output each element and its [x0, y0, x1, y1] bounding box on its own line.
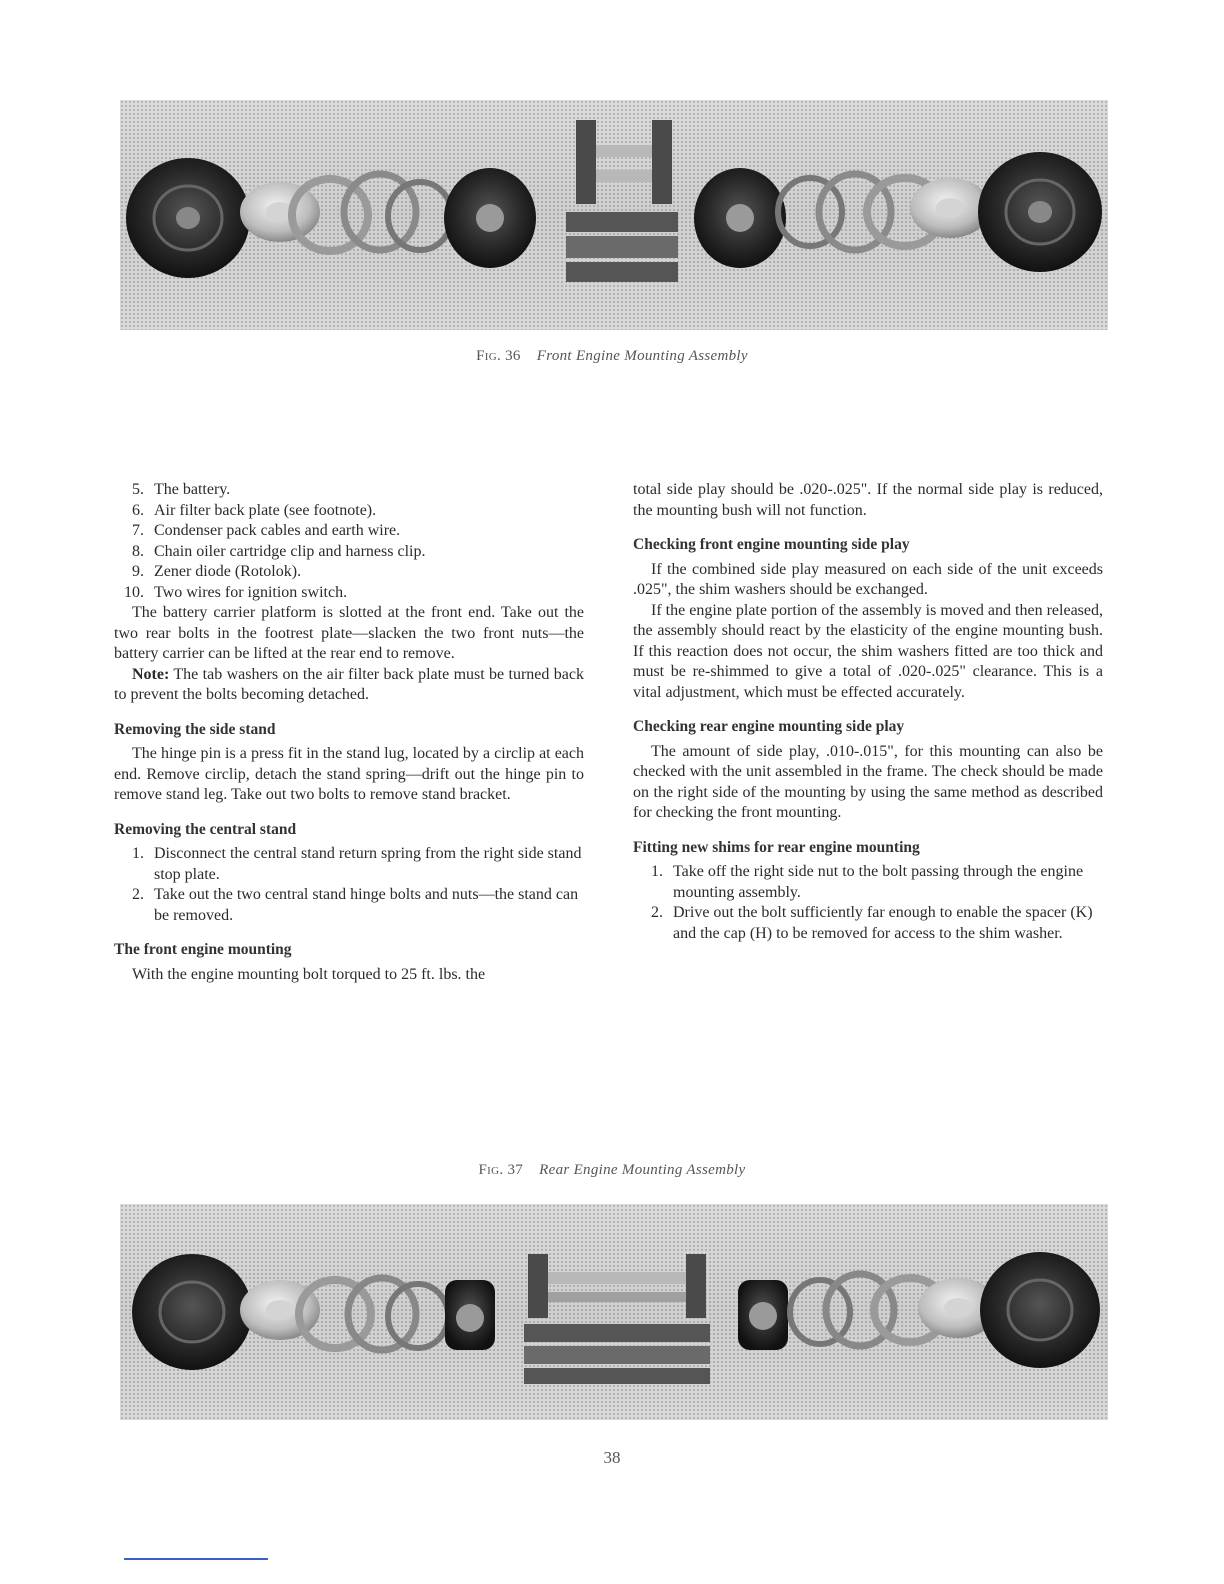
check-rear-paragraph: The amount of side play, .010-.015", for this mounting can also be checked with the unit assembled in the frame. The check should be made on the right side of the mounting by using the same method as described for checking the front mounting.: [633, 742, 1103, 821]
right-column: [633, 480, 1103, 944]
check-front-paragraph-2: If the engine plate portion of the assembly is moved and then released, the assembly should react by the elasticity of the engine mounting bush. If this reaction does not occur, the shim washers fitted are too thick and must be re-shimmed to give a total of .020-.025" clearance. This is a vital adjustment, which must be effected accurately.: [633, 601, 1103, 701]
list-item: [633, 862, 1103, 903]
rear-mounting-parts-illustration: [120, 1204, 1108, 1420]
check-front-paragraph-1: If the combined side play measured on each side of the unit exceeds .025", the shim washers should be exchanged.: [633, 560, 1103, 598]
front-mounting-paragraph: With the engine mounting bolt torqued to 25 ft. lbs. the: [132, 965, 486, 983]
footnote-rule: [124, 1558, 268, 1560]
list-number: 1.: [132, 845, 144, 862]
note-label: Note:: [132, 665, 170, 683]
side-stand-heading: Removing the side stand: [114, 720, 276, 738]
list-text: Disconnect the central stand return spring from the right side stand stop plate.: [154, 845, 582, 883]
list-item: [114, 583, 584, 604]
list-number: 2.: [132, 886, 144, 903]
front-mounting-heading: The front engine mounting: [114, 941, 292, 958]
list-number: 2.: [651, 904, 663, 921]
fig36-title: Front Engine Mounting Assembly: [536, 348, 748, 364]
list-number: 9.: [132, 563, 144, 580]
battery-paragraph: The battery carrier platform is slotted at the front end. Take out the two rear bolts in the footrest plate—slacken the two front nuts—the battery carrier can be lifted at the rear end to remove.: [114, 604, 584, 662]
list-item: [114, 542, 584, 563]
list-text: The battery.: [154, 481, 231, 498]
list-number: 1.: [651, 863, 663, 880]
list-text: Drive out the bolt sufficiently far enough to enable the spacer (K) and the cap (H) to be removed for access to the shim washer.: [673, 904, 1093, 942]
list-number: 5.: [132, 481, 144, 498]
central-stand-list: [114, 844, 584, 926]
list-item: [114, 480, 584, 501]
list-text: Condenser pack cables and earth wire.: [154, 522, 401, 539]
side-stand-paragraph: The hinge pin is a press fit in the stand lug, located by a circlip at each end. Remove circlip, detach the stand spring—drift out the hinge pin to remove stand leg. Take out two bolts to remove stand bracket.: [114, 745, 584, 803]
list-text: Two wires for ignition switch.: [154, 583, 348, 601]
check-front-heading: Checking front engine mounting side play: [633, 536, 910, 553]
list-number: 7.: [132, 522, 144, 539]
continued-paragraph: total side play should be .020-.025". If the normal side play is reduced, the mounting bush will not function.: [633, 481, 1103, 519]
fig36-number: Fig. 36: [476, 348, 521, 364]
list-number: 8.: [132, 542, 144, 560]
fig37-number: Fig. 37: [478, 1162, 524, 1178]
central-stand-heading: Removing the central stand: [114, 820, 297, 838]
note-paragraph: [114, 665, 584, 706]
page-number: 38: [603, 1448, 621, 1467]
fig37-photo: [120, 1204, 1108, 1420]
list-item: [633, 903, 1103, 944]
list-text: Air filter back plate (see footnote).: [154, 501, 377, 519]
list-text: Zener diode (Rotolok).: [154, 563, 302, 580]
fig37-title: Rear Engine Mounting Assembly: [539, 1162, 746, 1178]
check-rear-heading: Checking rear engine mounting side play: [633, 718, 905, 735]
list-text: Chain oiler cartridge clip and harness clip.: [154, 542, 426, 560]
fitting-shims-list: [633, 862, 1103, 944]
list-number: 10.: [124, 583, 144, 601]
fig36-caption: [0, 348, 1224, 365]
note-text: The tab washers on the air filter back plate must be turned back to prevent the bolts becoming detached.: [114, 665, 584, 703]
front-mounting-parts-illustration: [120, 100, 1108, 330]
fitting-shims-heading: Fitting new shims for rear engine mounting: [633, 838, 920, 856]
list-item: [114, 521, 584, 542]
list-item: [114, 844, 584, 885]
fig37-caption: [0, 1162, 1224, 1179]
list-text: Take out the two central stand hinge bolts and nuts—the stand can be removed.: [154, 886, 579, 924]
list-text: Take off the right side nut to the bolt passing through the engine mounting assembly.: [673, 863, 1084, 901]
list-item: [114, 501, 584, 522]
list-number: 6.: [132, 501, 144, 519]
list-item: [114, 562, 584, 583]
removal-list: [114, 480, 584, 603]
fig36-photo: [120, 100, 1108, 330]
list-item: [114, 885, 584, 926]
left-column: [114, 480, 584, 985]
